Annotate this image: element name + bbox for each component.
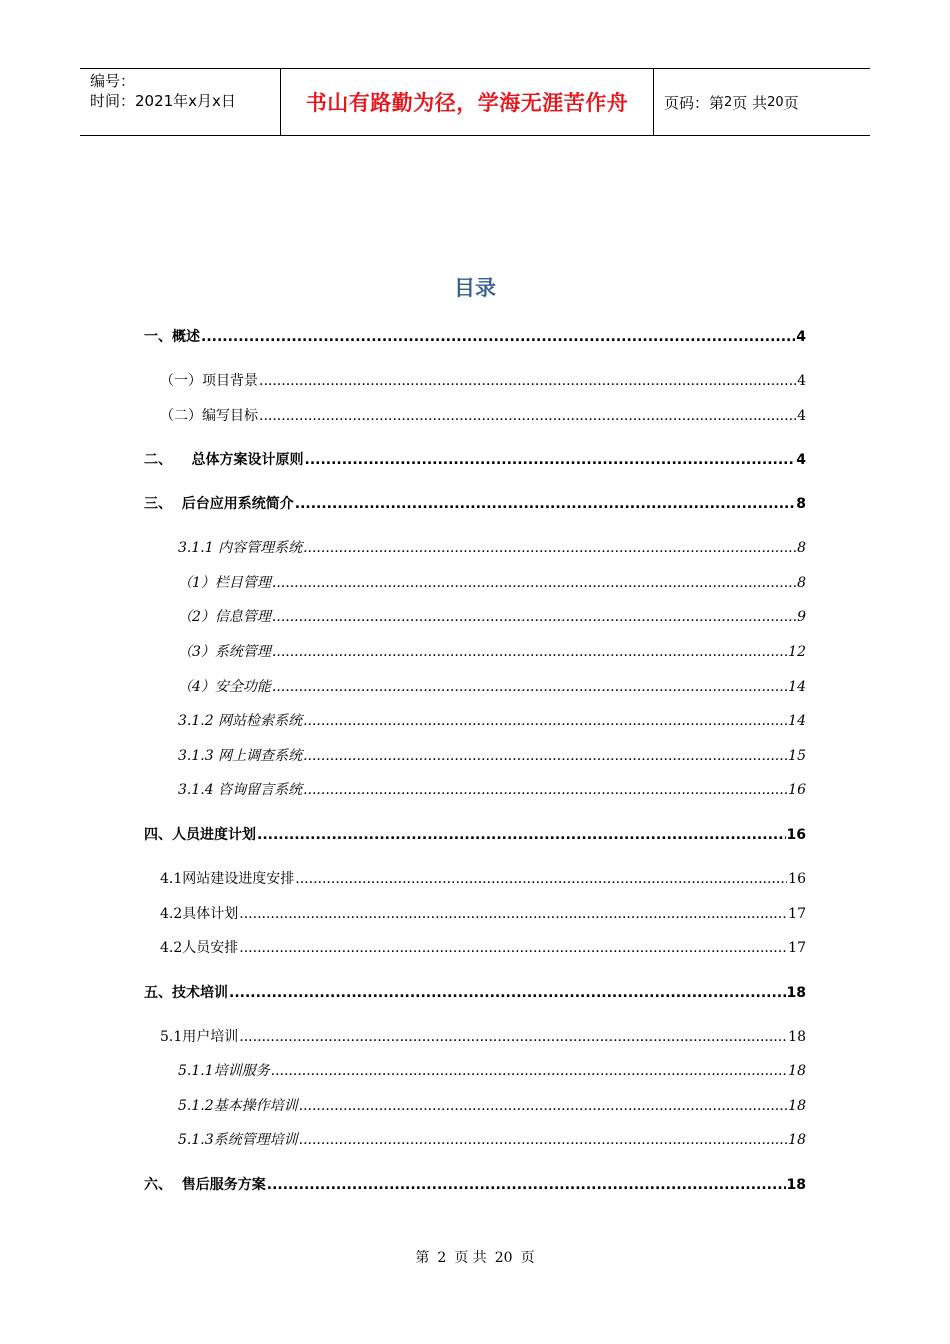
toc-entry-label: 3.1.2 网站检索系统 [178,713,303,729]
footer-total: 20 [494,1250,513,1266]
toc-title: 目录 [454,276,496,300]
toc-entry-label: 五、技术培训 [144,985,228,1001]
toc-leader-dots [272,678,787,696]
footer-mid: 页 共 [454,1250,487,1266]
toc-entry-page: 9 [797,609,806,625]
toc-entry-page: 18 [788,1098,806,1114]
toc-entry-label: 4.2人员安排 [160,940,239,956]
toc-entry-label: （2）信息管理 [178,609,271,625]
toc-entry[interactable] [178,712,806,730]
toc-entry-label: 5.1.2基本操作培训 [178,1098,298,1114]
toc-entry-label: 5.1.1培训服务 [178,1063,270,1079]
toc-entry-page: 14 [788,713,806,729]
toc-entry-page: 4 [797,408,806,424]
toc-entry[interactable] [160,905,806,923]
footer-suffix: 页 [520,1250,535,1266]
toc-leader-dots [239,1028,787,1046]
toc-entry[interactable] [160,372,806,390]
toc-leader-dots [299,1097,788,1115]
toc-entry-page: 18 [788,1063,806,1079]
toc-entry[interactable] [160,870,806,888]
toc-entry-page: 17 [788,906,806,922]
toc-entry-page: 14 [788,679,806,695]
toc-entry-page: 8 [796,496,806,512]
toc-entry-label: （4）安全功能 [178,679,271,695]
toc-leader-dots [299,1131,788,1149]
toc-entry[interactable] [144,328,806,346]
toc-leader-dots [271,1062,788,1080]
toc-entry-page: 18 [786,985,806,1001]
toc-entry[interactable] [178,781,806,799]
toc-leader-dots [259,407,796,425]
toc-entry-page: 16 [786,827,806,843]
header-meta-cell [80,69,281,135]
toc-leader-dots [272,608,796,626]
toc-leader-dots [295,495,796,513]
toc-entry[interactable] [178,608,806,626]
toc-entry-page: 12 [788,644,806,660]
toc-entry-page: 4 [797,373,806,389]
toc-entry-label: （二）编写目标 [160,408,258,424]
toc-entry-page: 8 [797,540,806,556]
toc-leader-dots [259,372,796,390]
toc-entry-label: （一）项目背景 [160,373,258,389]
toc-entry-label: 三、 后台应用系统简介 [144,496,294,512]
header-number-label: 编号： [90,72,136,90]
toc-entry-label: 二、 总体方案设计原则 [144,452,304,468]
toc-entry[interactable] [144,1176,806,1194]
toc-entry[interactable] [178,1131,806,1149]
toc-leader-dots [303,781,787,799]
toc-entry[interactable] [178,747,806,765]
toc-entry[interactable] [144,495,806,513]
toc-leader-dots [303,539,796,557]
page-header [80,68,870,136]
toc-entry-page: 4 [796,452,806,468]
toc-entry-page: 16 [788,871,806,887]
header-page-suffix: 页 [783,93,799,112]
toc-entry[interactable] [178,539,806,557]
toc-entry-page: 16 [788,782,806,798]
toc-leader-dots [272,643,787,661]
toc-entry[interactable] [178,1097,806,1115]
toc-leader-dots [267,1176,786,1194]
toc-leader-dots [303,712,787,730]
toc-entry[interactable] [144,984,806,1002]
toc-entry-page: 18 [786,1177,806,1193]
toc-entry[interactable] [178,1062,806,1080]
toc-leader-dots [272,574,796,592]
toc-entry-label: 一、概述 [144,329,200,345]
toc-entry[interactable] [160,939,806,957]
toc-entry-label: 4.1网站建设进度安排 [160,871,295,887]
toc-entry-label: 3.1.4 咨询留言系统 [178,782,303,798]
toc-leader-dots [303,747,787,765]
toc-entry-label: 4.2具体计划 [160,906,239,922]
toc-leader-dots [295,870,787,888]
header-page-prefix: 页码：第 [664,93,725,112]
toc-entry[interactable] [178,678,806,696]
toc-entry[interactable] [178,574,806,592]
toc-leader-dots [239,939,787,957]
toc-leader-dots [305,451,796,469]
header-page-info [654,69,870,135]
header-page-mid: 页 共 [732,93,768,112]
toc-leader-dots [201,328,795,346]
page-footer [0,1247,950,1267]
toc-entry-page: 17 [788,940,806,956]
toc-entry-page: 15 [788,748,806,764]
toc-entry-page: 18 [788,1029,806,1045]
toc-entry[interactable] [178,643,806,661]
toc-leader-dots [239,905,787,923]
toc-entry-label: 5.1.3系统管理培训 [178,1132,298,1148]
toc-entry-page: 8 [797,575,806,591]
toc-entry-page: 18 [788,1132,806,1148]
toc-entry[interactable] [160,407,806,425]
toc-entry-label: （1）栏目管理 [178,575,271,591]
toc-entry-label: 3.1.1 内容管理系统 [178,540,303,556]
toc-entry-label: 六、 售后服务方案 [144,1177,266,1193]
toc-leader-dots [257,826,786,844]
toc-leader-dots [229,984,786,1002]
footer-page-num: 2 [437,1250,447,1266]
toc-entry-label: （3）系统管理 [178,644,271,660]
toc-entry-label: 3.1.3 网上调查系统 [178,748,303,764]
toc-entry[interactable] [144,451,806,469]
header-time-label: 时间：2021年x月x日 [90,92,236,110]
header-page-total: 20 [767,94,784,110]
toc-entry[interactable] [160,1028,806,1046]
footer-prefix: 第 [415,1250,430,1266]
header-motto: 书山有路勤为径，学海无涯苦作舟 [281,69,654,135]
toc-entry-label: 5.1用户培训 [160,1029,239,1045]
header-page-num: 2 [724,94,733,110]
toc-entry-page: 4 [796,329,806,345]
toc-entry-label: 四、人员进度计划 [144,827,256,843]
toc-entry[interactable] [144,826,806,844]
